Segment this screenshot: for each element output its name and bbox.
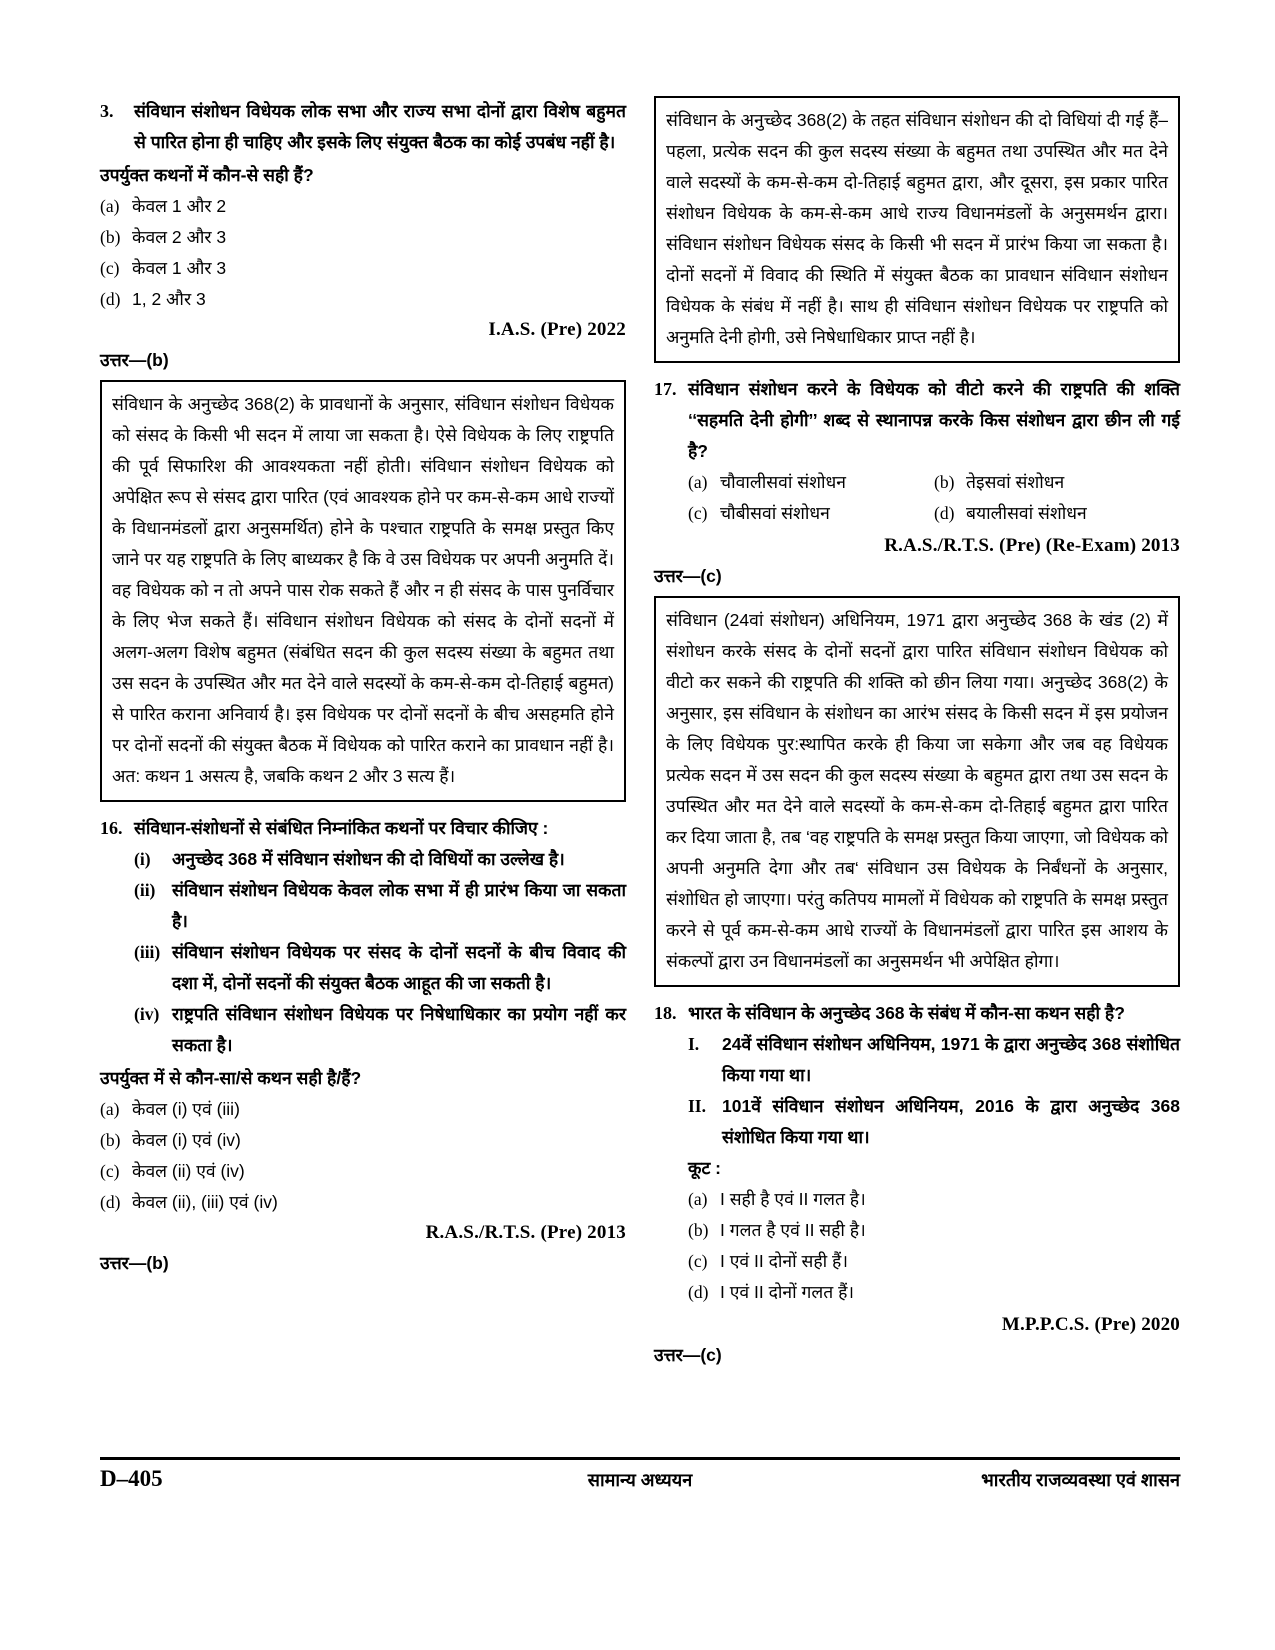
question-17-option-c[interactable] bbox=[688, 498, 934, 529]
statement-text: 101वें संविधान संशोधन अधिनियम, 2016 के द्वारा अनुच्छेद 368 संशोधित किया गया था। bbox=[722, 1096, 1180, 1147]
page-footer bbox=[100, 1466, 1180, 1492]
question-18-option-c[interactable] bbox=[688, 1246, 1180, 1277]
option-label: (d) bbox=[934, 503, 955, 523]
question-3-option-c[interactable] bbox=[100, 253, 626, 284]
question-3-statement: संविधान संशोधन विधेयक लोक सभा और राज्य सभा दोनों द्वारा विशेष बहुमत से पारित होना ही चाहिए और इसके लिए संयुक्त बैठक का कोई उपबंध नहीं है। bbox=[134, 101, 626, 152]
option-text: बयालीसवां संशोधन bbox=[966, 503, 1087, 523]
question-3-prompt: उपर्युक्त कथनों में कौन-से सही हैं? bbox=[100, 165, 314, 185]
question-17-option-b[interactable] bbox=[934, 467, 1180, 498]
option-text: केवल 2 और 3 bbox=[132, 227, 227, 247]
question-3-answer: उत्तर—(b) bbox=[100, 350, 169, 370]
question-18-number: 18. bbox=[654, 1003, 677, 1023]
question-18-answer: उत्तर—(c) bbox=[654, 1345, 722, 1365]
footer-topic: भारतीय राजव्यवस्था एवं शासन bbox=[981, 1470, 1180, 1490]
option-text: केवल (i) एवं (iii) bbox=[132, 1099, 240, 1119]
question-17-source: R.A.S./R.T.S. (Pre) (Re-Exam) 2013 bbox=[884, 535, 1180, 556]
option-label: (d) bbox=[688, 1282, 709, 1302]
question-17-options-row-2 bbox=[688, 498, 1180, 529]
statement-text: संविधान संशोधन विधेयक केवल लोक सभा में ही प्रारंभ किया जा सकता है। bbox=[172, 880, 626, 931]
option-label: (c) bbox=[688, 503, 708, 523]
question-17-number: 17. bbox=[654, 379, 677, 399]
question-3-option-b[interactable] bbox=[100, 222, 626, 253]
option-label: (b) bbox=[934, 472, 955, 492]
left-column bbox=[100, 96, 626, 1426]
option-label: (a) bbox=[100, 196, 120, 216]
question-16-text: संविधान-संशोधनों से संबंधित निम्नांकित कथनों पर विचार कीजिए : bbox=[134, 818, 549, 838]
question-16-option-a[interactable] bbox=[100, 1094, 626, 1125]
explanation-text: संविधान के अनुच्छेद 368(2) के प्रावधानों के अनुसार, संविधान संशोधन विधेयक को संसद के किसी भी सदन में लाया जा सकता है। ऐसे विधेयक के लिए राष्ट्रपति की पूर्व सिफारिश की आवश्यकता नहीं होती। संविधान संशोधन विधेयक को अपेक्षित रूप से संसद द्वारा पारित (एवं आवश्यक होने पर कम-से-कम आधे राज्यों के विधानमंडलों द्वारा अनुसमर्थित) होने के पश्चात राष्ट्रपति के समक्ष प्रस्तुत किए जाने पर यह राष्ट्रपति के लिए बाध्यकर है कि वे उस विधेयक पर अपनी अनुमति दें। वह विधेयक को न तो अपने पास रोक सकते हैं और न ही संसद के पास पुनर्विचार के लिए भेज सकते हैं। संविधान संशोधन विधेयक को संसद के दोनों सदनों में अलग-अलग विशेष बहुमत (संबंधित सदन की कुल सदस्य संख्या के बहुमत तथा उस सदन के उपस्थित और मत देने वाले सदस्यों के कम-से-कम दो-तिहाई बहुमत) से पारित कराना अनिवार्य है। इस विधेयक पर दोनों सदनों के बीच असहमति होने पर दोनों सदनों की संयुक्त बैठक में विधेयक को पारित कराने का प्रावधान नहीं है। अत: कथन 1 असत्य है, जबकि कथन 2 और 3 सत्य हैं। bbox=[112, 394, 614, 786]
footer-subject: सामान्य अध्ययन bbox=[587, 1470, 693, 1490]
question-17 bbox=[654, 374, 1180, 529]
option-text: केवल 1 और 3 bbox=[132, 258, 227, 278]
question-16-option-c[interactable] bbox=[100, 1156, 626, 1187]
question-17-option-d[interactable] bbox=[934, 498, 1180, 529]
question-18-option-d[interactable] bbox=[688, 1277, 1180, 1308]
question-16-option-b[interactable] bbox=[100, 1125, 626, 1156]
statement-label: (ii) bbox=[134, 880, 156, 900]
statement-text: राष्ट्रपति संविधान संशोधन विधेयक पर निषेधाधिकार का प्रयोग नहीं कर सकता है। bbox=[172, 1004, 626, 1055]
option-text: केवल 1 और 2 bbox=[132, 196, 227, 216]
option-text: चौवालीसवां संशोधन bbox=[720, 472, 846, 492]
explanation-text: संविधान (24वां संशोधन) अधिनियम, 1971 द्वारा अनुच्छेद 368 के खंड (2) में संशोधन करके संसद के दोनों सदनों द्वारा पारित संविधान संशोधन विधेयक को वीटो कर सकने की राष्ट्रपति की शक्ति को छीन लिया गया। अनुच्छेद 368(2) के अनुसार, इस संविधान के संशोधन का आरंभ संसद के किसी सदन में इस प्रयोजन के लिए विधेयक पुर:स्थापित करके ही किया जा सकेगा और जब वह विधेयक प्रत्येक सदन में उस सदन की कुल सदस्य संख्या के बहुमत द्वारा तथा उस सदन के उपस्थित और मत देने वाले सदस्यों के कम-से-कम दो-तिहाई बहुमत द्वारा पारित कर दिया जाता है, तब ‘वह राष्ट्रपति के समक्ष प्रस्तुत किया जाएगा, जो विधेयक को अपनी अनुमति देगा और तब‘ संविधान उस विधेयक के निर्बंधनों के अनुसार, संशोधित हो जाएगा। परंतु कतिपय मामलों में विधेयक को राष्ट्रपति के समक्ष प्रस्तुत करने से पूर्व कम-से-कम आधे राज्यों के विधानमंडलों द्वारा पारित इस आशय के संकल्पों द्वारा उन विधानमंडलों का अनुसमर्थन भी अपेक्षित होगा। bbox=[666, 610, 1168, 971]
explanation-box-17 bbox=[654, 596, 1180, 987]
question-18-option-b[interactable] bbox=[688, 1215, 1180, 1246]
option-text: I गलत है एवं II सही है। bbox=[720, 1220, 866, 1240]
right-column bbox=[654, 96, 1180, 1426]
explanation-box-3 bbox=[100, 380, 626, 802]
option-label: (c) bbox=[100, 258, 120, 278]
option-label: (a) bbox=[688, 472, 708, 492]
question-3-number: 3. bbox=[100, 101, 114, 121]
option-text: तेइसवां संशोधन bbox=[966, 472, 1065, 492]
question-16-statement-ii bbox=[134, 875, 626, 937]
option-label: (d) bbox=[100, 289, 121, 309]
option-text: केवल (i) एवं (iv) bbox=[132, 1130, 241, 1150]
question-18-statement-1 bbox=[688, 1029, 1180, 1091]
question-18 bbox=[654, 998, 1180, 1308]
statement-text: अनुच्छेद 368 में संविधान संशोधन की दो विधियों का उल्लेख है। bbox=[172, 849, 565, 869]
footer-page-code: D–405 bbox=[100, 1466, 163, 1491]
option-text: I एवं II दोनों सही हैं। bbox=[720, 1251, 848, 1271]
question-17-answer: उत्तर—(c) bbox=[654, 566, 722, 586]
option-label: (b) bbox=[100, 1130, 121, 1150]
question-18-option-a[interactable] bbox=[688, 1184, 1180, 1215]
question-16-statement-i bbox=[134, 844, 626, 875]
option-label: (b) bbox=[100, 227, 121, 247]
footer-divider bbox=[100, 1457, 1180, 1460]
question-16-answer: उत्तर—(b) bbox=[100, 1253, 169, 1273]
option-label: (a) bbox=[688, 1189, 708, 1209]
question-18-statement-2 bbox=[688, 1091, 1180, 1153]
question-18-code-label: कूट : bbox=[688, 1158, 721, 1178]
option-label: (a) bbox=[100, 1099, 120, 1119]
statement-label: (i) bbox=[134, 849, 151, 869]
explanation-box-16 bbox=[654, 96, 1180, 363]
question-16-statement-iv bbox=[134, 999, 626, 1061]
question-16-option-d[interactable] bbox=[100, 1187, 626, 1218]
option-text: I सही है एवं II गलत है। bbox=[720, 1189, 866, 1209]
statement-label: (iii) bbox=[134, 942, 161, 962]
question-3-source: I.A.S. (Pre) 2022 bbox=[488, 319, 626, 340]
statement-text: संविधान संशोधन विधेयक पर संसद के दोनों सदनों के बीच विवाद की दशा में, दोनों सदनों की संयुक्त बैठक आहूत की जा सकती है। bbox=[172, 942, 626, 993]
option-label: (d) bbox=[100, 1192, 121, 1212]
question-16-prompt: उपर्युक्त में से कौन-सा/से कथन सही है/हैं? bbox=[100, 1068, 362, 1088]
explanation-text: संविधान के अनुच्छेद 368(2) के तहत संविधान संशोधन की दो विधियां दी गई हैं–पहला, प्रत्येक सदन की कुल सदस्य संख्या के बहुमत तथा उपस्थित और मत देने वाले सदस्यों के कम-से-कम दो-तिहाई बहुमत द्वारा, और दूसरा, इस प्रकार पारित संशोधन विधेयक के कम-से-कम आधे राज्य विधानमंडलों के अनुसमर्थन द्वारा। संविधान संशोधन विधेयक संसद के किसी भी सदन में प्रारंभ किया जा सकता है। दोनों सदनों में विवाद की स्थिति में संयुक्त बैठक का प्रावधान संविधान संशोधन विधेयक के संबंध में नहीं है। साथ ही संविधान संशोधन विधेयक पर राष्ट्रपति को अनुमति देनी होगी, उसे निषेधाधिकार प्राप्त नहीं है। bbox=[666, 110, 1168, 347]
question-3-option-a[interactable] bbox=[100, 191, 626, 222]
two-column-content bbox=[100, 96, 1180, 1426]
question-16-source: R.A.S./R.T.S. (Pre) 2013 bbox=[425, 1222, 626, 1243]
option-text: चौबीसवां संशोधन bbox=[720, 503, 830, 523]
question-17-text: संविधान संशोधन करने के विधेयक को वीटो करने की राष्ट्रपति की शक्ति ‘‘सहमति देनी होगी’’ शब्द से स्थानापन्न करके किस संशोधन द्वारा छीन ली गई है? bbox=[688, 379, 1180, 461]
option-text: केवल (ii), (iii) एवं (iv) bbox=[132, 1192, 278, 1212]
option-label: (b) bbox=[688, 1220, 709, 1240]
question-3 bbox=[100, 96, 626, 158]
statement-label: I. bbox=[688, 1034, 700, 1054]
option-text: केवल (ii) एवं (iv) bbox=[132, 1161, 245, 1181]
statement-text: 24वें संविधान संशोधन अधिनियम, 1971 के द्वारा अनुच्छेद 368 संशोधित किया गया था। bbox=[722, 1034, 1180, 1085]
question-3-option-d[interactable] bbox=[100, 284, 626, 315]
option-label: (c) bbox=[688, 1251, 708, 1271]
question-18-source: M.P.P.C.S. (Pre) 2020 bbox=[1001, 1314, 1180, 1335]
question-17-options-row-1 bbox=[688, 467, 1180, 498]
option-text: I एवं II दोनों गलत हैं। bbox=[720, 1282, 854, 1302]
option-text: 1, 2 और 3 bbox=[132, 289, 206, 309]
statement-label: II. bbox=[688, 1096, 706, 1116]
question-16-number: 16. bbox=[100, 818, 123, 838]
question-16 bbox=[100, 813, 626, 1061]
option-label: (c) bbox=[100, 1161, 120, 1181]
statement-label: (iv) bbox=[134, 1004, 160, 1024]
question-16-statement-iii bbox=[134, 937, 626, 999]
question-17-option-a[interactable] bbox=[688, 467, 934, 498]
question-18-text: भारत के संविधान के अनुच्छेद 368 के संबंध में कौन-सा कथन सही है? bbox=[688, 1003, 1125, 1023]
